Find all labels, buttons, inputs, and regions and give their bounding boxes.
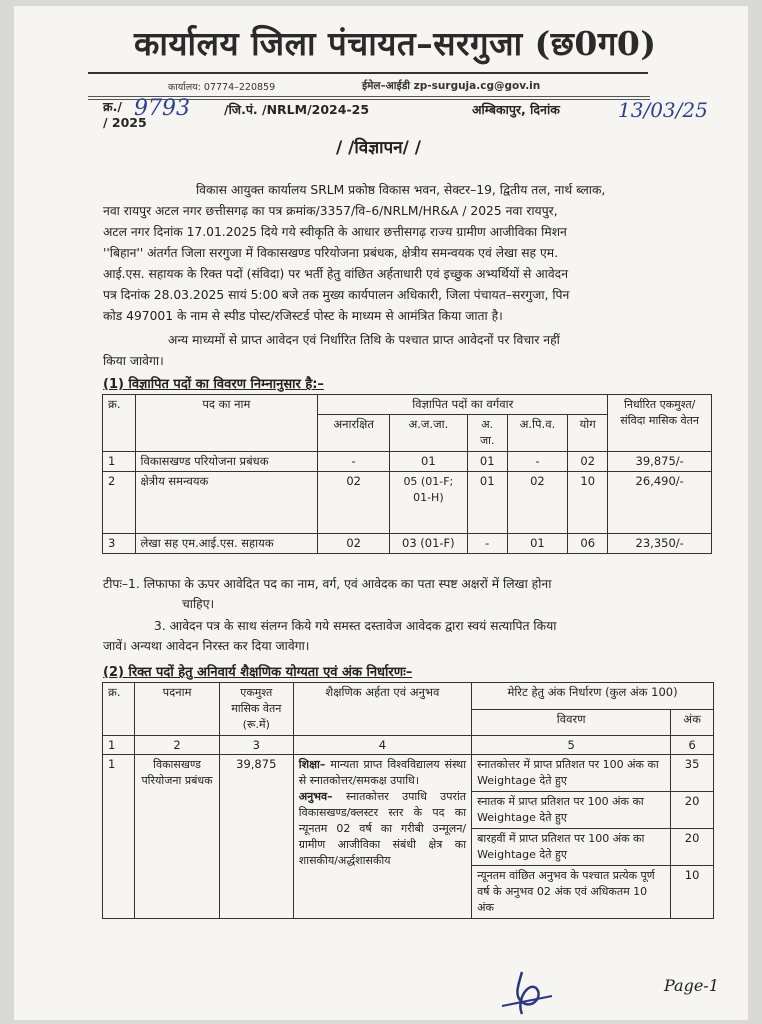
- col-post-header: पद का नाम: [135, 395, 318, 452]
- col-post-header: पदनाम: [135, 683, 219, 736]
- col-st-header: अ.ज.जा.: [390, 415, 468, 452]
- body-line-6: पत्र दिनांक 28.03.2025 सायं 5:00 बजे तक मुख्य कार्यपालन अधिकारी, जिला पंचायत–सरगुजा, पिन: [103, 288, 570, 302]
- col-salary-header: निर्धारित एकमुश्त/संविदा मासिक वेतन: [608, 395, 712, 452]
- note-1-line-1: टीपः–1. लिफाफा के ऊपर आवेदित पद का नाम, वर्ग, एवं आवेदक का पता स्पष्ट अक्षरों में लिखा होना: [103, 577, 552, 591]
- table-row: [103, 452, 712, 472]
- cell-qualification: [293, 755, 471, 919]
- cell-ur: 02: [318, 472, 390, 534]
- cell-post: लेखा सह एम.आई.एस. सहायक: [135, 534, 318, 554]
- edu-label: शिक्षा–: [298, 758, 326, 771]
- col-obc-header: अ.पि.व.: [507, 415, 567, 452]
- cell-ur: -: [318, 452, 390, 472]
- merit-marks: 20: [671, 829, 714, 866]
- office-email: ईमेल–आईडी zp-surguja.cg@gov.in: [362, 80, 541, 92]
- date-handwritten: 13/03/25: [618, 98, 708, 122]
- ref-kra: क्र./: [103, 99, 122, 114]
- cell-sc: -: [467, 534, 507, 554]
- title-underline: [88, 72, 648, 74]
- exp-label: अनुभव–: [298, 790, 333, 803]
- table-header-row: [103, 395, 712, 415]
- cell-ur: 02: [318, 534, 390, 554]
- merit-detail: स्नातक में प्राप्त प्रतिशत पर 100 अंक का Weightage देते हुए: [472, 792, 671, 829]
- col-qual-header: शैक्षणिक अर्हता एवं अनुभव: [293, 683, 471, 736]
- colnum: 1: [103, 736, 135, 755]
- notice-heading: / /विज्ञापन/ /: [336, 138, 421, 158]
- cell-post: विकासखण्ड परियोजना प्रबंधक: [135, 755, 219, 919]
- cell-obc: -: [507, 452, 567, 472]
- cell-post: क्षेत्रीय समन्वयक: [135, 472, 318, 534]
- body-line-4: ''बिहान'' अंतर्गत जिला सरगुजा में विकासखण्ड परियोजना प्रबंधक, क्षेत्रीय समन्वयक एवं लेखा सह एम.: [103, 246, 559, 260]
- ref-office-code: /जि.पं. /NRLM/2024-25: [224, 102, 370, 117]
- table-row: [103, 534, 712, 554]
- posts-table: [102, 394, 712, 554]
- place-date-label: अम्बिकापुर, दिनांक: [472, 102, 560, 117]
- cell-post: विकासखण्ड परियोजना प्रबंधक: [135, 452, 318, 472]
- section-2-heading: (2) रिक्त पदों हेतु अनिवार्य शैक्षणिक योग्यता एवं अंक निर्धारणः–: [103, 665, 413, 680]
- merit-marks: 35: [671, 755, 714, 792]
- cell-st: 03 (01-F): [390, 534, 468, 554]
- cell-sno: 1: [103, 452, 136, 472]
- signature: [492, 966, 572, 1020]
- cell-obc: 02: [507, 472, 567, 534]
- note-3-line-1: 3. आवेदन पत्र के साथ संलग्न किये गये समस्त दस्तावेज आवेदक द्वारा स्वयं सत्यापित किया: [154, 619, 557, 633]
- cell-st: 01: [390, 452, 468, 472]
- cell-obc: 01: [507, 534, 567, 554]
- col-detail-header: विवरण: [472, 709, 671, 736]
- cell-sno: 2: [103, 472, 136, 534]
- col-salary-header: एकमुश्त मासिक वेतन (रू.में): [219, 683, 293, 736]
- document-page: [14, 6, 748, 1020]
- body-line-1: विकास आयुक्त कार्यालय SRLM प्रकोष्ठ विकास भवन, सेक्टर–19, द्वितीय तल, नार्थ ब्लाक,: [196, 183, 606, 197]
- cell-salary: 39,875/-: [608, 452, 712, 472]
- cell-salary: 23,350/-: [608, 534, 712, 554]
- ref-year: / 2025: [103, 115, 147, 130]
- note-3-line-2: जावें। अन्यथा आवेदन निरस्त कर दिया जावेगा।: [103, 639, 310, 653]
- col-ur-header: अनारक्षित: [318, 415, 390, 452]
- table-row: [103, 472, 712, 534]
- col-sno-header: क्र.: [103, 683, 135, 736]
- cell-sno: 3: [103, 534, 136, 554]
- colnum: 4: [293, 736, 471, 755]
- exp-text: स्नातकोत्तर उपाधि उपरांत विकासखण्ड/क्लस्टर स्तर के पद का न्यूनतम 02 वर्ष का गरीबी उन्मूलन/ ग्रामीण आजीविका संबंधी क्षेत्र का शासकीय/अर्द्धशासकीय: [298, 790, 467, 867]
- merit-detail: बारहवीं में प्राप्त प्रतिशत पर 100 अंक का Weightage देते हुए: [472, 829, 671, 866]
- cell-total: 10: [568, 472, 608, 534]
- cell-salary: 26,490/-: [608, 472, 712, 534]
- cell-st: 05 (01-F; 01-H): [390, 472, 468, 534]
- cell-total: 06: [568, 534, 608, 554]
- office-phone: कार्यालय: 07774–220859: [168, 82, 276, 93]
- body-line-7: कोड 497001 के नाम से स्पीड पोस्ट/रजिस्टर्ड पोस्ट के माध्यम से आमंत्रित किया जाता है।: [103, 309, 503, 323]
- cell-salary: 39,875: [219, 755, 293, 919]
- table-header-row: [103, 683, 714, 710]
- qualification-table: [102, 682, 714, 919]
- section-1-heading: (1) विज्ञापित पदों का विवरण निम्नानुसार है:–: [103, 377, 324, 392]
- colnum: 5: [472, 736, 671, 755]
- body-line-8: अन्य माध्यमों से प्राप्त आवेदन एवं निर्धारित तिथि के पश्चात प्राप्त आवेदनों पर विचार नहीं: [168, 333, 560, 347]
- page-number: Page-1: [664, 976, 719, 995]
- note-1-line-2: चाहिए।: [182, 597, 215, 611]
- body-line-3: अटल नगर दिनांक 17.01.2025 दिये गये स्वीकृति के आधार छत्तीसगढ़ राज्य ग्रामीण आजीविका मिशन: [103, 225, 567, 239]
- colnum: 2: [135, 736, 219, 755]
- colnum: 3: [219, 736, 293, 755]
- cell-sc: 01: [467, 472, 507, 534]
- edu-text: मान्यता प्राप्त विश्वविद्यालय संस्था से स्नातकोत्तर/समकक्ष उपाधि।: [298, 758, 467, 787]
- cell-total: 02: [568, 452, 608, 472]
- body-line-2: नवा रायपुर अटल नगर छत्तीसगढ़ का पत्र क्रमांक/3357/वि–6/NRLM/HR&A / 2025 नवा रायपुर,: [103, 204, 558, 218]
- merit-detail: स्नातकोत्तर में प्राप्त प्रतिशत पर 100 अंक का Weightage देते हुए: [472, 755, 671, 792]
- col-category-header: विज्ञापित पदों का वर्गवार: [318, 395, 608, 415]
- merit-marks: 20: [671, 792, 714, 829]
- merit-detail: न्यूनतम वांछित अनुभव के पश्चात प्रत्येक पूर्ण वर्ष के अनुभव 02 अंक एवं अधिकतम 10 अंक: [472, 866, 671, 919]
- col-marks-header: अंक: [671, 709, 714, 736]
- col-total-header: योग: [568, 415, 608, 452]
- table-colnum-row: [103, 736, 714, 755]
- merit-marks: 10: [671, 866, 714, 919]
- body-line-9: किया जावेगा।: [103, 354, 164, 368]
- col-merit-header: मेरिट हेतु अंक निर्धारण (कुल अंक 100): [472, 683, 714, 710]
- ref-number-handwritten: 9793: [134, 96, 190, 121]
- body-line-5: आई.एस. सहायक के रिक्त पदों (संविदा) पर भर्ती हेतु वांछित अर्हताधारी एवं इच्छुक अभ्यर्थियों से आवेदन: [103, 267, 569, 281]
- col-sno-header: क्र.: [103, 395, 136, 452]
- table-row: [103, 755, 714, 792]
- office-title: कार्यालय जिला पंचायत–सरगुजा (छ0ग0): [134, 24, 657, 63]
- col-sc-header: अ. जा.: [467, 415, 507, 452]
- cell-sc: 01: [467, 452, 507, 472]
- colnum: 6: [671, 736, 714, 755]
- cell-sno: 1: [103, 755, 135, 919]
